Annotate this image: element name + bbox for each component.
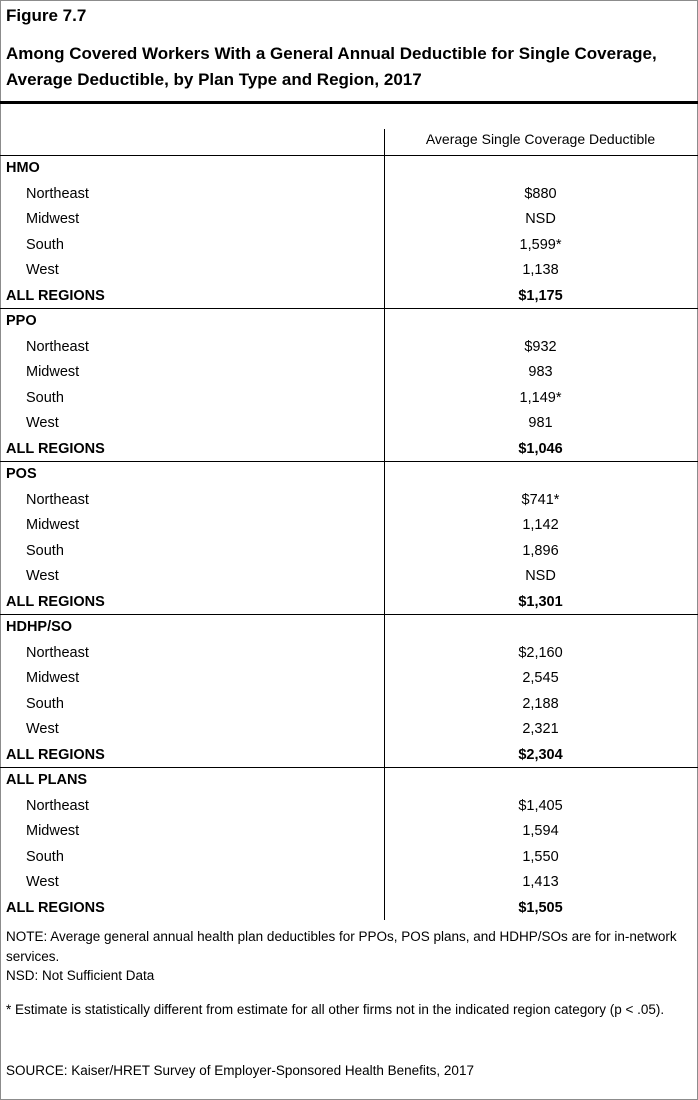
deductible-value: 1,550 xyxy=(522,849,559,865)
table-row xyxy=(0,258,698,283)
table-row xyxy=(0,207,698,232)
total-value: $2,304 xyxy=(518,747,563,763)
total-label: ALL REGIONS xyxy=(6,288,105,304)
section-heading-row xyxy=(0,462,698,487)
total-value: $1,175 xyxy=(518,288,563,304)
table-row xyxy=(0,360,698,385)
note-text: NOTE: Average general annual health plan deductibles for PPOs, POS plans, and HDHP/SOs are for in-network services. xyxy=(6,929,677,964)
total-row xyxy=(0,437,698,462)
region-label: South xyxy=(26,849,64,865)
region-label: Northeast xyxy=(26,645,89,661)
deductible-value: 983 xyxy=(528,364,553,380)
deductible-value: 1,138 xyxy=(522,262,559,278)
section-heading: PPO xyxy=(6,313,37,329)
section-heading-row xyxy=(0,768,698,793)
region-label: Midwest xyxy=(26,670,80,686)
region-label: West xyxy=(26,262,59,278)
section-heading: HMO xyxy=(6,160,40,176)
asterisk-note: * Estimate is statistically different from estimate for all other firms not in the indicated region category (p < .05). xyxy=(6,1002,665,1017)
deductible-value: 981 xyxy=(528,415,553,431)
column-header: Average Single Coverage Deductible xyxy=(425,131,656,147)
region-label: Northeast xyxy=(26,798,89,814)
section-heading: HDHP/SO xyxy=(6,619,73,635)
total-value: $1,505 xyxy=(518,900,563,916)
deductible-value: $2,160 xyxy=(518,645,563,661)
table-row xyxy=(0,335,698,360)
table-row xyxy=(0,717,698,742)
figure-title: Among Covered Workers With a General Annual Deductible for Single Coverage, Average Deductible, by Plan Type and Region, 2017 xyxy=(6,44,657,89)
total-row xyxy=(0,896,698,921)
deductible-value: 1,413 xyxy=(522,874,559,890)
region-label: South xyxy=(26,237,64,253)
table-row xyxy=(0,819,698,844)
total-row xyxy=(0,284,698,309)
section-heading: ALL PLANS xyxy=(6,772,88,788)
section-heading-row xyxy=(0,309,698,334)
table-row xyxy=(0,488,698,513)
total-label: ALL REGIONS xyxy=(6,747,105,763)
source-note: SOURCE: Kaiser/HRET Survey of Employer-Sponsored Health Benefits, 2017 xyxy=(6,1063,474,1078)
deductible-value: 2,188 xyxy=(522,696,559,712)
total-label: ALL REGIONS xyxy=(6,594,105,610)
region-label: Northeast xyxy=(26,492,89,508)
table-row xyxy=(0,539,698,564)
total-label: ALL REGIONS xyxy=(6,441,105,457)
region-label: West xyxy=(26,415,59,431)
table-row xyxy=(0,794,698,819)
region-label: West xyxy=(26,721,59,737)
table-row xyxy=(0,870,698,895)
table-row xyxy=(0,666,698,691)
title-divider xyxy=(0,101,698,104)
deductible-value: 2,321 xyxy=(522,721,559,737)
table-row xyxy=(0,411,698,436)
table-row xyxy=(0,692,698,717)
deductible-value: $932 xyxy=(524,339,557,355)
region-label: Midwest xyxy=(26,517,80,533)
nsd-note: NSD: Not Sufficient Data xyxy=(6,968,155,983)
figure-label: Figure 7.7 xyxy=(6,6,87,25)
deductible-value: $741* xyxy=(521,492,560,508)
total-value: $1,301 xyxy=(518,594,563,610)
table-row xyxy=(0,386,698,411)
region-label: Northeast xyxy=(26,186,89,202)
table-row xyxy=(0,845,698,870)
deductible-value: 1,149* xyxy=(519,390,562,406)
table-row xyxy=(0,182,698,207)
deductible-value: $1,405 xyxy=(518,798,563,814)
total-row xyxy=(0,743,698,768)
region-label: South xyxy=(26,543,64,559)
total-row xyxy=(0,590,698,615)
section-heading-row xyxy=(0,615,698,640)
section-heading-row xyxy=(0,156,698,181)
deductible-value: 1,896 xyxy=(522,543,559,559)
deductible-value: $880 xyxy=(524,186,557,202)
deductible-value: 1,599* xyxy=(519,237,562,253)
region-label: Midwest xyxy=(26,364,80,380)
total-label: ALL REGIONS xyxy=(6,900,105,916)
table-row xyxy=(0,641,698,666)
region-label: Midwest xyxy=(26,823,80,839)
region-label: South xyxy=(26,696,64,712)
region-label: Northeast xyxy=(26,339,89,355)
section-heading: POS xyxy=(6,466,37,482)
region-label: West xyxy=(26,568,59,584)
deductible-value: 1,594 xyxy=(522,823,559,839)
region-label: South xyxy=(26,390,64,406)
deductible-value: NSD xyxy=(525,211,556,227)
deductible-value: NSD xyxy=(525,568,556,584)
region-label: Midwest xyxy=(26,211,80,227)
table-row xyxy=(0,513,698,538)
deductible-value: 1,142 xyxy=(522,517,559,533)
total-value: $1,046 xyxy=(518,441,563,457)
table-row xyxy=(0,564,698,589)
table-row xyxy=(0,233,698,258)
region-label: West xyxy=(26,874,59,890)
deductible-value: 2,545 xyxy=(522,670,559,686)
